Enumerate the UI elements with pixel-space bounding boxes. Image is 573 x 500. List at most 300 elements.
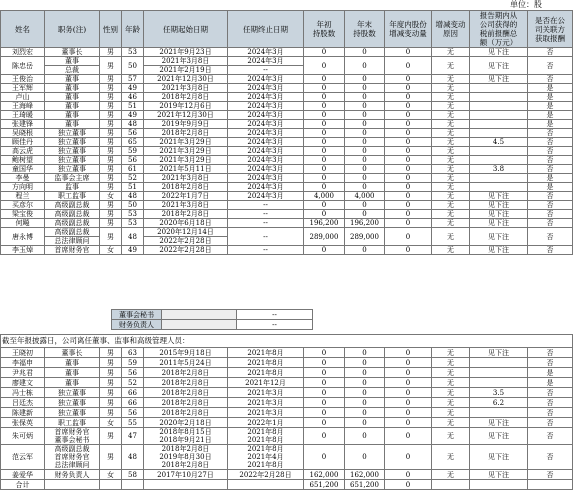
table-cell: 53 — [122, 48, 144, 57]
table-cell: 男 — [100, 93, 122, 102]
table-cell: 独立董事 — [45, 138, 100, 147]
table-cell: 吴晓根 — [1, 129, 45, 138]
table-cell: 男 — [100, 48, 122, 57]
table-cell: 2024年3月 — [228, 147, 304, 156]
table-cell: 162,000 — [304, 470, 345, 480]
table-cell: 0 — [345, 246, 385, 255]
table-row — [1, 219, 573, 228]
table-cell: 2024年3月 — [228, 138, 304, 147]
table-cell: 0 — [304, 418, 345, 428]
table-cell: 0 — [385, 445, 432, 470]
table-cell: 2024年3月 — [228, 156, 304, 165]
table-cell: 2020年6月18日 — [144, 219, 228, 228]
cell-line: 2019年8月30日 — [159, 453, 212, 461]
table-cell: 66 — [122, 388, 144, 398]
table-cell: 196,200 — [304, 219, 345, 228]
table-cell: 男 — [100, 75, 122, 84]
table-cell: 52 — [122, 174, 144, 183]
table-cell: 0 — [385, 75, 432, 84]
table-cell: 李福申 — [1, 358, 45, 368]
table-cell: 0 — [345, 84, 385, 93]
table-cell: 2024年3月 — [228, 111, 304, 120]
table-cell: 童国华 — [1, 165, 45, 174]
table-cell: 2011年5月24日 — [144, 358, 228, 368]
table-cell: 0 — [304, 408, 345, 418]
table-cell: 49 — [122, 246, 144, 255]
table-cell: 无 — [432, 138, 470, 147]
table-row — [1, 111, 573, 120]
table-cell: 否 — [528, 398, 573, 408]
table-cell: 2021年3月29日 — [144, 138, 228, 147]
table-cell — [432, 480, 470, 490]
table-row — [1, 398, 573, 408]
table-cell: 2018年2月8日 — [144, 398, 228, 408]
table-cell: 王海峰 — [1, 102, 45, 111]
table-cell: 否 — [528, 388, 573, 398]
table-cell: 否 — [528, 156, 573, 165]
table-cell: 2021年3月8日 — [144, 84, 228, 93]
table-row — [1, 445, 573, 470]
cell-line: 2018年2月8日 — [161, 461, 210, 469]
table-cell: 男 — [100, 445, 122, 470]
table-cell: 0 — [345, 120, 385, 129]
table-cell — [470, 120, 528, 129]
table-cell: 独立董事 — [45, 147, 100, 156]
table-cell: -- — [237, 320, 313, 330]
table-cell: 0 — [345, 156, 385, 165]
table-cell: 无 — [432, 165, 470, 174]
table-cell — [470, 93, 528, 102]
table-row — [1, 156, 573, 165]
table-cell: 王晓初 — [1, 348, 45, 358]
table-cell: 否 — [528, 57, 573, 75]
table-cell: 2021年3月8日 — [144, 201, 228, 210]
table-cell — [470, 378, 528, 388]
table-cell — [470, 147, 528, 156]
current-officers-table — [0, 10, 573, 255]
table-cell: 2021年3月8日 — [144, 174, 228, 183]
table-cell: 李曼 — [1, 174, 45, 183]
total-row — [1, 480, 573, 490]
table-cell: 范云军 — [1, 445, 45, 470]
table-cell: 高云虎 — [1, 147, 45, 156]
table-cell: 梁宝俊 — [1, 210, 45, 219]
table-cell: 0 — [304, 120, 345, 129]
table-cell: 56 — [122, 129, 144, 138]
table-cell: 见下注 — [470, 201, 528, 210]
table-cell: 0 — [385, 219, 432, 228]
table-cell: 0 — [385, 111, 432, 120]
table-row — [1, 368, 573, 378]
table-cell: 0 — [304, 111, 345, 120]
table-cell: 男 — [100, 138, 122, 147]
table-cell: 男 — [100, 156, 122, 165]
table-row — [1, 129, 573, 138]
table-cell: 0 — [385, 183, 432, 192]
cell-line: 2018年9月21日 — [159, 436, 212, 444]
table-cell: 否 — [528, 129, 573, 138]
column-header: 任期终止日期 — [228, 11, 304, 48]
table-cell: 2024年3月 — [228, 165, 304, 174]
secretary-row — [112, 310, 313, 320]
table-cell: 职工监事 — [45, 192, 100, 201]
table-row — [1, 102, 573, 111]
table-cell: 61 — [122, 165, 144, 174]
table-cell: 无 — [432, 219, 470, 228]
table-cell — [470, 129, 528, 138]
table-cell: 否 — [528, 138, 573, 147]
table-cell — [470, 480, 528, 490]
table-cell: 无 — [432, 129, 470, 138]
table-cell: 见下注 — [470, 219, 528, 228]
section-title-row — [1, 335, 573, 348]
table-cell: 2021年3月 — [228, 398, 304, 408]
secretary-table — [111, 309, 313, 330]
table-cell: 56 — [122, 368, 144, 378]
table-row — [1, 120, 573, 129]
table-cell: 289,000 — [304, 228, 345, 246]
table-cell: 57 — [122, 75, 144, 84]
table-cell: 2021年12月 — [228, 378, 304, 388]
table-cell: 独立董事 — [45, 388, 100, 398]
table-cell: 2018年2月8日 — [144, 93, 228, 102]
table-cell: 0 — [304, 210, 345, 219]
table-cell: 0 — [345, 165, 385, 174]
table-cell: 47 — [122, 428, 144, 445]
table-cell: 2018年2月8日 — [144, 388, 228, 398]
table-cell: 2024年3月 — [228, 174, 304, 183]
table-cell: 2024年3月 — [228, 48, 304, 57]
table-cell: 0 — [304, 428, 345, 445]
table-cell: 是 — [528, 111, 573, 120]
table-cell: 65 — [122, 138, 144, 147]
table-cell: 2024年3月 — [228, 84, 304, 93]
table-cell: 刘烈宏 — [1, 48, 45, 57]
table-cell: 0 — [304, 398, 345, 408]
column-header: 姓名 — [1, 11, 45, 48]
table-cell: 2018年2月8日 — [144, 183, 228, 192]
table-cell: 0 — [345, 378, 385, 388]
table-cell: 见下注 — [470, 418, 528, 428]
table-cell: 无 — [432, 428, 470, 445]
table-cell: 独立董事 — [45, 398, 100, 408]
table-cell — [470, 102, 528, 111]
table-cell: 0 — [385, 174, 432, 183]
table-cell: 50 — [122, 57, 144, 75]
table-cell: 无 — [432, 93, 470, 102]
table-cell: 鲍树望 — [1, 156, 45, 165]
table-cell: 否 — [528, 470, 573, 480]
table-cell: 冯士栋 — [1, 388, 45, 398]
table-cell: -- — [228, 210, 304, 219]
table-cell: 2024年3月 — [228, 183, 304, 192]
table-cell: 唐永博 — [1, 228, 45, 246]
table-cell: 男 — [100, 201, 122, 210]
table-cell: 49 — [122, 111, 144, 120]
table-cell: 否 — [528, 408, 573, 418]
table-cell: 否 — [528, 428, 573, 445]
table-row — [1, 165, 573, 174]
table-row — [1, 183, 573, 192]
table-cell: 0 — [385, 398, 432, 408]
table-cell: 男 — [100, 111, 122, 120]
table-cell: 2018年2月8日 — [144, 378, 228, 388]
table-cell: 无 — [432, 84, 470, 93]
table-cell — [470, 183, 528, 192]
table-cell: 王军辉 — [1, 84, 45, 93]
table-cell: 无 — [432, 388, 470, 398]
table-cell: 否 — [528, 348, 573, 358]
table-cell: 否 — [528, 210, 573, 219]
table-cell: 0 — [345, 111, 385, 120]
table-cell: 3.8 — [470, 165, 528, 174]
table-cell: 李玉焯 — [1, 246, 45, 255]
table-row — [1, 388, 573, 398]
cell-line: 2021年8月 — [247, 461, 284, 469]
table-row — [1, 210, 573, 219]
table-cell: 王俊治 — [1, 75, 45, 84]
table-cell: 无 — [432, 408, 470, 418]
table-cell: 0 — [345, 418, 385, 428]
table-cell — [45, 445, 100, 470]
table-cell: 张建锋 — [1, 120, 45, 129]
table-cell: 0 — [385, 138, 432, 147]
table-cell: 吕廷杰 — [1, 398, 45, 408]
table-cell: 姜爱华 — [1, 470, 45, 480]
table-cell — [45, 428, 100, 445]
section-title: 截至年报披露日，公司离任董事、监事和高级管理人员： — [1, 335, 573, 348]
table-cell: 董事 — [45, 378, 100, 388]
table-cell — [228, 445, 304, 470]
table-cell: 无 — [432, 470, 470, 480]
table-cell: 男 — [100, 165, 122, 174]
table-cell: 高级副总裁 — [45, 219, 100, 228]
table-cell: 2021年9月23日 — [144, 48, 228, 57]
table-cell: 无 — [432, 358, 470, 368]
table-cell: 0 — [304, 183, 345, 192]
table-cell: 董事长 — [45, 48, 100, 57]
table-cell: 男 — [100, 174, 122, 183]
table-cell: 0 — [345, 210, 385, 219]
table-cell — [144, 428, 228, 445]
table-cell: 59 — [122, 358, 144, 368]
table-cell: 是 — [528, 368, 573, 378]
table-cell: 2024年3月 — [228, 102, 304, 111]
table-cell: 0 — [385, 480, 432, 490]
table-cell: 董事 — [45, 102, 100, 111]
column-header: 职务(注) — [45, 11, 100, 48]
table-cell: 无 — [432, 246, 470, 255]
table-cell: 女 — [100, 470, 122, 480]
table-cell: 0 — [385, 408, 432, 418]
table-cell: 6.2 — [470, 398, 528, 408]
table-cell: 0 — [345, 445, 385, 470]
header-row — [1, 11, 573, 48]
table-cell: 289,000 — [345, 228, 385, 246]
table-cell: 无 — [432, 120, 470, 129]
table-cell: 见下注 — [470, 348, 528, 358]
table-cell: 独立董事 — [45, 156, 100, 165]
table-cell: 独立董事 — [45, 408, 100, 418]
table-cell: 无 — [432, 201, 470, 210]
table-cell: 0 — [345, 48, 385, 57]
table-cell: 0 — [304, 368, 345, 378]
table-cell: 0 — [385, 368, 432, 378]
table-cell: 方向明 — [1, 183, 45, 192]
cell-line: 2018年2月8日 — [161, 445, 210, 453]
table-row — [1, 358, 573, 368]
table-cell: 男 — [100, 428, 122, 445]
table-cell: 总法律顾问 — [45, 237, 100, 246]
table-cell: 男 — [100, 102, 122, 111]
table-cell: 0 — [304, 445, 345, 470]
table-cell: 2021年3月29日 — [144, 156, 228, 165]
table-cell: 4,000 — [304, 192, 345, 201]
table-cell: 0 — [345, 102, 385, 111]
table-cell: 0 — [304, 138, 345, 147]
table-cell: 无 — [432, 398, 470, 408]
table-cell: 男 — [100, 348, 122, 358]
cell-line: 总法律顾问 — [54, 461, 90, 469]
table-cell: 见下注 — [470, 246, 528, 255]
table-cell: 2022年2月28日 — [228, 470, 304, 480]
total-label: 合计 — [1, 480, 45, 490]
table-cell: 0 — [385, 129, 432, 138]
table-cell: 48 — [122, 192, 144, 201]
table-cell: 2018年2月8日 — [144, 368, 228, 378]
table-cell: 48 — [122, 445, 144, 470]
cell-line: 董事会秘书 — [54, 436, 90, 444]
table-cell: 否 — [528, 192, 573, 201]
table-cell: 男 — [100, 378, 122, 388]
table-cell: 男 — [100, 120, 122, 129]
table-cell: 0 — [385, 348, 432, 358]
table-cell: -- — [228, 201, 304, 210]
table-row — [1, 138, 573, 147]
table-cell: 独立董事 — [45, 165, 100, 174]
table-cell: 651,200 — [304, 480, 345, 490]
table-cell: 0 — [345, 174, 385, 183]
table-cell: 董事 — [45, 358, 100, 368]
column-header: 报告期内从 公司获得的 税前报酬总 额（万元） — [470, 11, 528, 48]
table-cell: 48 — [122, 228, 144, 246]
table-row — [1, 470, 573, 480]
cell-line: 高级副总裁 — [54, 445, 90, 453]
table-row — [1, 228, 573, 237]
table-cell: 无 — [432, 228, 470, 246]
table-cell: 男 — [100, 358, 122, 368]
column-header: 年末 持股数 — [345, 11, 385, 48]
table-cell: 48 — [122, 120, 144, 129]
table-cell: 2020年2月18日 — [144, 418, 228, 428]
table-cell: 2021年3月29日 — [144, 147, 228, 156]
table-cell: 0 — [304, 388, 345, 398]
table-cell: 0 — [385, 192, 432, 201]
table-cell: 见下注 — [470, 57, 528, 75]
table-cell: 董事 — [45, 93, 100, 102]
table-cell: 0 — [345, 129, 385, 138]
table-cell: 0 — [385, 84, 432, 93]
table-row — [1, 93, 573, 102]
table-cell: 男 — [100, 368, 122, 378]
table-cell: 男 — [100, 219, 122, 228]
table-cell: 是 — [528, 120, 573, 129]
table-cell: 否 — [528, 147, 573, 156]
table-cell: 首席财务官 — [45, 246, 100, 255]
table-cell: 否 — [528, 219, 573, 228]
table-cell: 见下注 — [470, 470, 528, 480]
table-row — [1, 418, 573, 428]
column-header: 性别 — [100, 11, 122, 48]
table-cell: 0 — [345, 348, 385, 358]
cell-line: 首席财务官 — [54, 453, 90, 461]
table-cell: 59 — [122, 147, 144, 156]
table-cell: 2024年3月 — [228, 93, 304, 102]
table-cell: 见下注 — [470, 210, 528, 219]
table-cell: 总裁 — [45, 66, 100, 75]
table-cell: 0 — [385, 120, 432, 129]
table-cell: 2021年3月 — [228, 408, 304, 418]
cell-line: 2021年4月 — [247, 453, 284, 461]
table-cell: 无 — [432, 147, 470, 156]
table-cell: 2024年3月 — [228, 75, 304, 84]
table-cell: -- — [228, 66, 304, 75]
table-row — [1, 428, 573, 445]
table-cell: 监事会主席 — [45, 174, 100, 183]
table-cell — [470, 408, 528, 418]
column-header: 任期起始日期 — [144, 11, 228, 48]
table-cell: 否 — [528, 201, 573, 210]
table-cell: 2022年2月28日 — [144, 246, 228, 255]
table-cell: 2024年3月 — [228, 192, 304, 201]
table-cell: 董事长 — [45, 348, 100, 358]
table-cell: 职工监事 — [45, 418, 100, 428]
table-cell: 买彦尔 — [1, 201, 45, 210]
table-cell: 董事 — [45, 84, 100, 93]
table-cell: 2022年2月28日 — [144, 237, 228, 246]
table-cell: 男 — [100, 228, 122, 246]
table-cell: 张保英 — [1, 418, 45, 428]
table-cell — [144, 445, 228, 470]
table-cell: 男 — [100, 57, 122, 75]
table-cell: 0 — [345, 398, 385, 408]
table-cell: 陈忠岳 — [1, 57, 45, 75]
table-cell: 男 — [100, 129, 122, 138]
table-cell: 53 — [122, 219, 144, 228]
table-cell: 董事会秘书 — [112, 310, 162, 320]
table-cell: 见下注 — [470, 48, 528, 57]
table-cell: 0 — [385, 246, 432, 255]
table-cell: 男 — [100, 183, 122, 192]
table-cell — [470, 368, 528, 378]
table-row — [1, 84, 573, 93]
table-cell: 2021年8月 — [228, 358, 304, 368]
table-cell: 2024年3月 — [228, 120, 304, 129]
cell-line: 首席财务官 — [54, 428, 90, 436]
table-cell: 否 — [528, 165, 573, 174]
cell-line: 2021年8月 — [247, 445, 284, 453]
table-cell: 0 — [385, 48, 432, 57]
table-cell: 无 — [432, 210, 470, 219]
table-cell: 男 — [100, 147, 122, 156]
table-cell: 尹兆君 — [1, 368, 45, 378]
table-cell: 0 — [304, 348, 345, 358]
table-row — [1, 408, 573, 418]
table-cell: 男 — [100, 210, 122, 219]
table-cell: 651,200 — [345, 480, 385, 490]
table-cell: 男 — [100, 388, 122, 398]
table-cell: 0 — [304, 201, 345, 210]
